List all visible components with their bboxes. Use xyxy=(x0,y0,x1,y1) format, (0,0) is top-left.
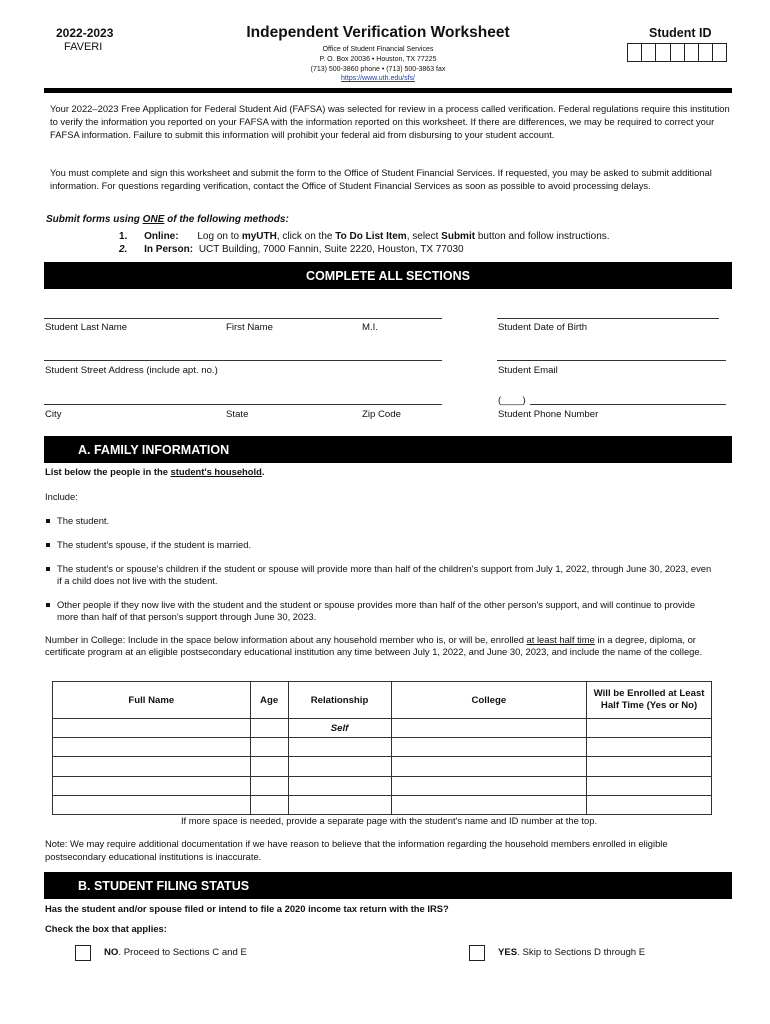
name-line[interactable] xyxy=(44,318,442,319)
col-college: College xyxy=(391,682,587,719)
household-instruction: List below the people in the student's household. xyxy=(45,466,265,477)
student-id-boxes[interactable] xyxy=(627,43,726,62)
col-age: Age xyxy=(250,682,288,719)
no-option-label: NO. Proceed to Sections C and E xyxy=(104,947,247,958)
table-row[interactable] xyxy=(53,776,712,795)
household-table xyxy=(52,681,712,815)
student-id-box[interactable] xyxy=(684,43,699,62)
phone-prefix: (____) xyxy=(498,395,526,406)
street-line[interactable] xyxy=(44,360,442,361)
section-b-bar: B. STUDENT FILING STATUS xyxy=(44,872,732,899)
page-title: Independent Verification Worksheet xyxy=(246,24,510,41)
check-one-label: Check the box that applies: xyxy=(45,923,167,934)
first-name-label: First Name xyxy=(226,322,273,333)
office-phone: (713) 500-3860 phone • (713) 500-3863 fax xyxy=(310,66,446,73)
student-id-box[interactable] xyxy=(670,43,685,62)
student-id-box[interactable] xyxy=(655,43,670,62)
state-label: State xyxy=(226,409,249,420)
table-row[interactable] xyxy=(53,757,712,776)
zip-label: Zip Code xyxy=(362,409,401,420)
email-label: Student Email xyxy=(498,365,558,376)
form-code: FAVERI xyxy=(64,41,103,53)
student-id-box[interactable] xyxy=(698,43,713,62)
self-cell: Self xyxy=(288,719,391,738)
list-item: The student's or spouse's children if the student or spouse will provide more than half of the children's support from July 1, 2022, through June 30, 2023, even if a child does not live with the student. xyxy=(46,563,716,587)
table-header-row xyxy=(53,682,712,719)
yes-option-label: YES. Skip to Sections D through E xyxy=(498,947,646,958)
header-divider xyxy=(44,88,732,93)
include-label: Include: xyxy=(45,491,78,502)
phone-label: Student Phone Number xyxy=(498,409,599,420)
student-id-box[interactable] xyxy=(712,43,727,62)
complete-all-sections-bar: COMPLETE ALL SECTIONS xyxy=(44,262,732,289)
table-row[interactable] xyxy=(53,738,712,757)
method-online: 1. Online: Log on to myUTH, click on the To Do List Item, select Submit button and follow instructions. xyxy=(119,231,610,242)
dob-label: Student Date of Birth xyxy=(498,322,588,333)
last-name-label: Student Last Name xyxy=(45,322,128,333)
student-id-box[interactable] xyxy=(627,43,642,62)
office-address: P. O. Box 20036 • Houston, TX 77225 xyxy=(319,56,437,63)
section-a-bar: A. FAMILY INFORMATION xyxy=(44,436,732,463)
col-enrolled: Will be Enrolled at Least Half Time (Yes or No) xyxy=(587,682,712,719)
no-checkbox[interactable] xyxy=(75,945,91,963)
filing-question: Has the student and/or spouse filed or intend to file a 2020 income tax return with the IRS? xyxy=(45,903,449,914)
col-full-name: Full Name xyxy=(53,682,251,719)
student-id-box[interactable] xyxy=(641,43,656,62)
office-link[interactable]: https://www.uth.edu/sfs/ xyxy=(341,75,415,82)
phone-line[interactable] xyxy=(530,404,726,405)
method-in-person: 2. In Person: UCT Building, 7000 Fannin, Suite 2220, Houston, TX 77030 xyxy=(119,244,464,255)
email-line[interactable] xyxy=(497,360,726,361)
submit-methods-heading: Submit forms using ONE of the following methods: xyxy=(46,214,289,225)
student-id-label: Student ID xyxy=(649,26,712,40)
yes-checkbox[interactable] xyxy=(469,945,485,963)
table-row[interactable] xyxy=(53,719,712,738)
intro-paragraph-2: You must complete and sign this worksheet and submit the form to the Office of Student Financial Services. If requested, you may be asked to submit additional information. For questions regarding verification, contact the Office of Student Financial Services as soon as possible to avoid processing delays. xyxy=(50,167,712,191)
more-space-note: If more space is needed, provide a separate page with the student's name and ID number at the top. xyxy=(180,815,598,826)
city-line[interactable] xyxy=(44,404,442,405)
city-label: City xyxy=(45,409,62,420)
mi-label: M.I. xyxy=(362,322,378,333)
table-row[interactable] xyxy=(53,795,712,814)
dob-line[interactable] xyxy=(497,318,719,319)
col-relationship: Relationship xyxy=(288,682,391,719)
number-in-college-text: Number in College: Include in the space below information about any household member who is, or will be, enrolled at least half time in a degree, diploma, or certificate program at an eligible postsecondary educational institution any time between July 1, 2022, and June 30, 2023, and include the name of the college. xyxy=(45,634,703,658)
list-item: Other people if they now live with the student and the student or spouse provides more than half of the other person's support, and will continue to provide more than half of that person's support through June 30, 2023. xyxy=(46,599,716,623)
street-label: Student Street Address (include apt. no.) xyxy=(45,365,218,376)
list-item: The student's spouse, if the student is married. xyxy=(46,539,716,551)
list-item: The student. xyxy=(46,515,716,527)
form-year: 2022-2023 xyxy=(56,26,114,40)
documentation-note: Note: We may require additional documentation if we have reason to believe that the information regarding the household members enrolled in eligible postsecondary educational institutions is inaccurate. xyxy=(45,838,668,862)
office-name: Office of Student Financial Services xyxy=(322,46,434,53)
intro-paragraph-1: Your 2022–2023 Free Application for Federal Student Aid (FAFSA) was selected for review in a process called verification. Federal regulations require this institution to verify the information you reported on your FAFSA with the information reported on this worksheet. If there are differences, we may be required to correct your FAFSA information. Failure to submit this information will prohibit your federal aid from disbursing to your student account. xyxy=(50,103,730,140)
